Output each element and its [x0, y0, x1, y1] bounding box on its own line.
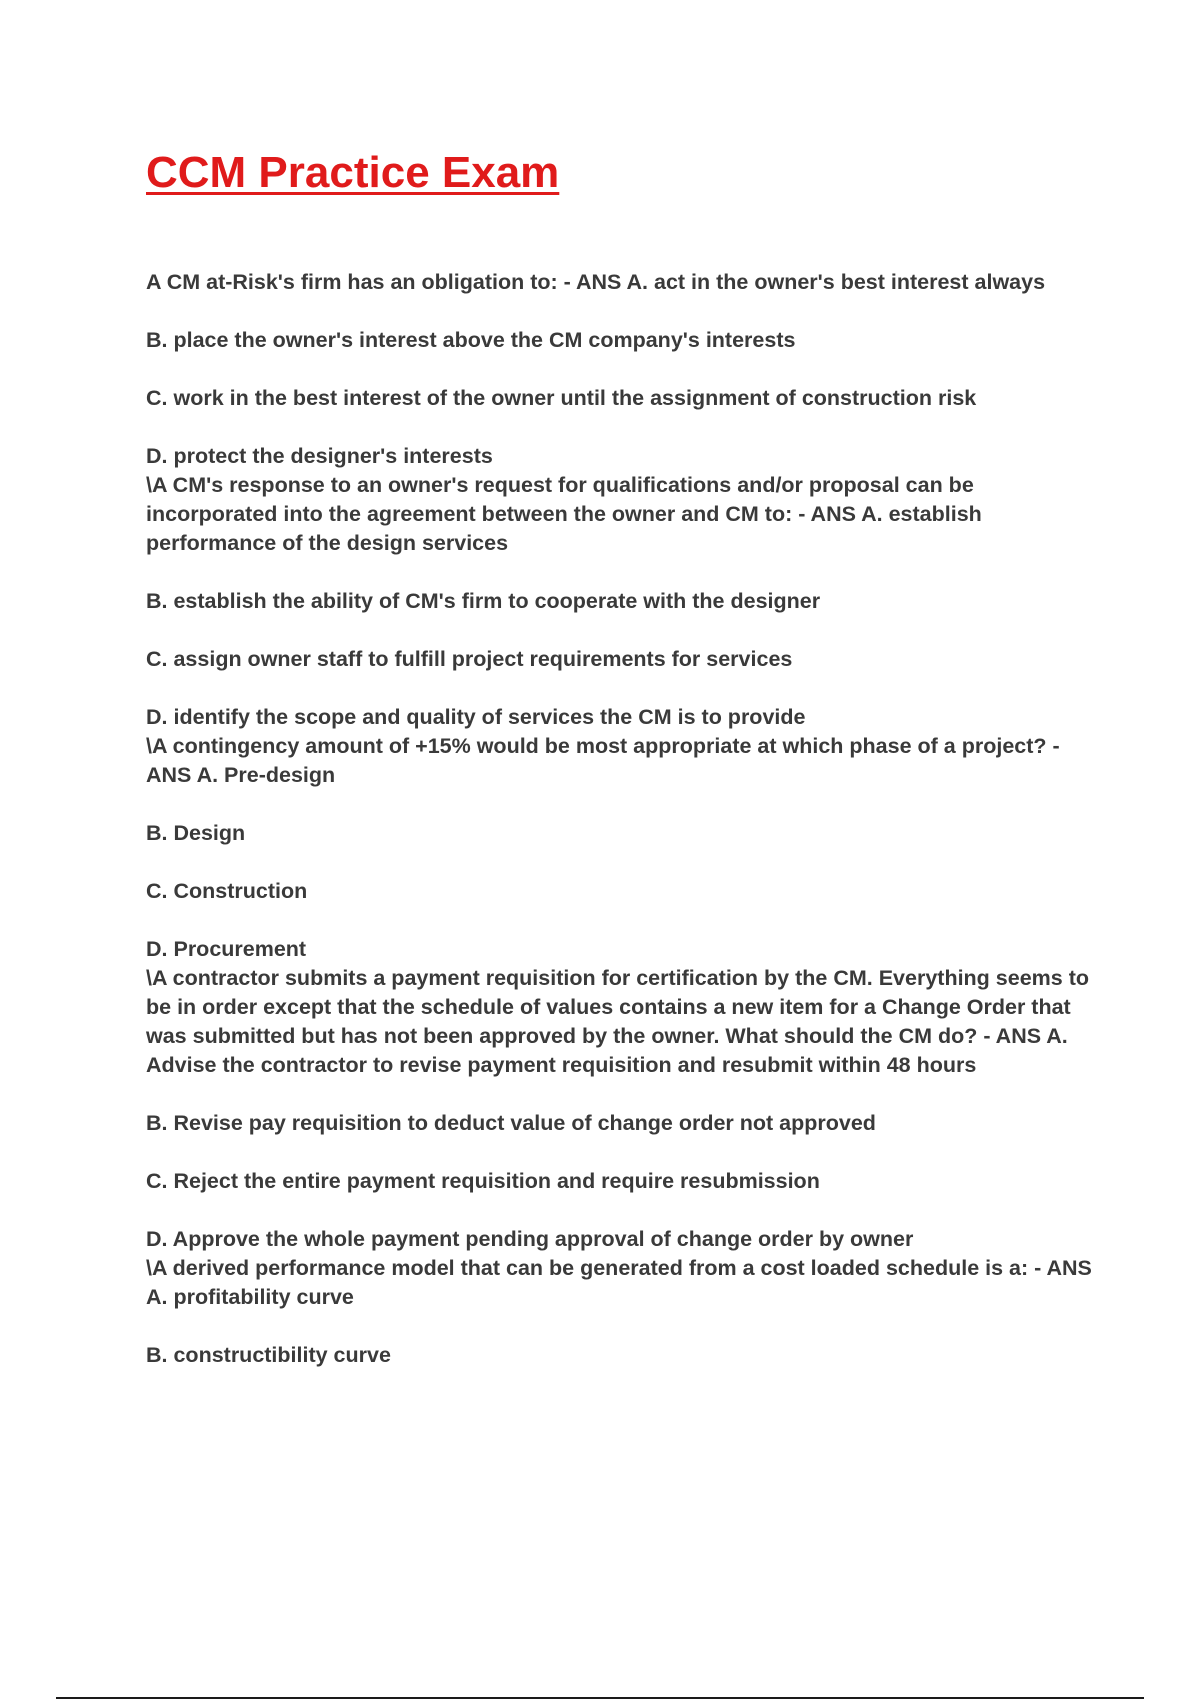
- question-line: \A derived performance model that can be generated from a cost loaded schedule is a: - ANS A. profitability curve: [146, 1256, 1092, 1309]
- paragraph-line: D. Approve the whole payment pending approval of change order by owner: [146, 1227, 914, 1251]
- paragraph-line: D. identify the scope and quality of services the CM is to provide: [146, 705, 806, 729]
- paragraph-line: C. assign owner staff to fulfill project requirements for services: [146, 647, 793, 671]
- paragraph-line: B. establish the ability of CM's firm to cooperate with the designer: [146, 589, 821, 613]
- paragraph-line: B. Revise pay requisition to deduct value of change order not approved: [146, 1111, 876, 1135]
- paragraph-line: C. work in the best interest of the owner until the assignment of construction risk: [146, 386, 977, 410]
- footer-divider: [56, 1697, 1144, 1699]
- paragraph-line: C. Construction: [146, 879, 308, 903]
- paragraph-line: B. Design: [146, 821, 246, 845]
- paragraph-line: C. Reject the entire payment requisition and require resubmission: [146, 1169, 820, 1193]
- answer-paragraph: [146, 384, 1106, 413]
- paragraph-line: B. place the owner's interest above the CM company's interests: [146, 328, 796, 352]
- answer-paragraph: [146, 1225, 1106, 1312]
- answer-paragraph: [146, 703, 1106, 790]
- answer-paragraph: [146, 645, 1106, 674]
- paragraph-line: D. Procurement: [146, 937, 307, 961]
- answer-paragraph: [146, 1341, 1106, 1370]
- answer-paragraph: [146, 587, 1106, 616]
- answer-paragraph: [146, 819, 1106, 848]
- answer-paragraph: [146, 1167, 1106, 1196]
- answer-paragraph: [146, 1109, 1106, 1138]
- question-list: [146, 268, 1106, 1399]
- paragraph-line: D. protect the designer's interests: [146, 444, 493, 468]
- paragraph-line: A CM at-Risk's firm has an obligation to: - ANS A. act in the owner's best interest always: [146, 270, 1046, 294]
- answer-paragraph: [146, 877, 1106, 906]
- answer-paragraph: [146, 326, 1106, 355]
- answer-paragraph: [146, 935, 1106, 1080]
- question-line: \A contractor submits a payment requisition for certification by the CM. Everything seems to be in order except that the schedule of values contains a new item for a Change Order that was submitted but has not been approved by the owner. What should the CM do? - ANS A. Advise the contractor to revise payment requisition and resubmit within 48 hours: [146, 966, 1089, 1077]
- answer-paragraph: [146, 268, 1106, 297]
- paragraph-line: B. constructibility curve: [146, 1343, 391, 1367]
- answer-paragraph: [146, 442, 1106, 558]
- question-line: \A CM's response to an owner's request for qualifications and/or proposal can be incorporated into the agreement between the owner and CM to: - ANS A. establish performance of the design services: [146, 473, 982, 555]
- question-line: \A contingency amount of +15% would be most appropriate at which phase of a project? - ANS A. Pre-design: [146, 734, 1060, 787]
- page-title: CCM Practice Exam: [146, 148, 560, 197]
